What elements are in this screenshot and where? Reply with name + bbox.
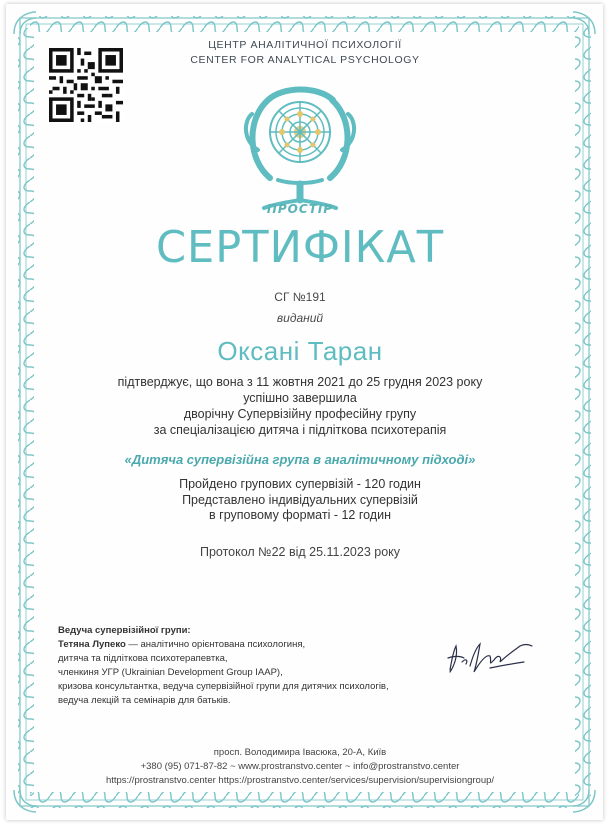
- leader-line: ведуча лекцій та семінарів для батьків.: [58, 695, 231, 706]
- organization-name: [160, 38, 450, 68]
- footer-contacts[interactable]: +380 (95) 071-87-82 ~ www.prostranstvo.center ~ info@prostranstvo.center: [140, 761, 460, 772]
- leader-first-line: [58, 638, 478, 652]
- leader-title: — аналітично орієнтована психологиня,: [125, 639, 306, 650]
- hours-line: Пройдено групових супервізій - 120 годин: [179, 477, 421, 491]
- group-leader-block: [58, 624, 478, 708]
- certificate-title: СЕРТИФІКАТ: [155, 222, 445, 273]
- organization-name-en: CENTER FOR ANALYTICAL PSYCHOLOGY: [190, 54, 420, 66]
- issued-label: виданий: [276, 311, 324, 325]
- leader-heading: Ведуча супервізійної групи:: [58, 625, 191, 636]
- leader-line: членкиня УГР (Ukrainian Development Group IAAP),: [58, 667, 283, 678]
- completion-text: [80, 374, 520, 438]
- protocol-line: Протокол №22 від 25.11.2023 року: [199, 545, 401, 559]
- completion-line: успішно завершила: [243, 391, 357, 405]
- completion-line: дворічну Супервізійну професійну групу: [183, 407, 417, 421]
- certificate-number: СГ №191: [274, 290, 326, 304]
- footer-address: просп. Володимира Івасюка, 20-А, Київ: [213, 747, 387, 758]
- recipient-name: Оксані Таран: [217, 336, 383, 366]
- organization-name-ua: ЦЕНТР АНАЛІТИЧНОЇ ПСИХОЛОГІЇ: [208, 39, 402, 51]
- signature-icon: [440, 632, 540, 680]
- program-title: «Дитяча супервізійна група в аналітичному підході»: [124, 452, 476, 467]
- footer: [80, 746, 520, 788]
- completion-line: за спеціалізацією дитяча і підліткова психотерапія: [153, 423, 447, 437]
- hours-line: Представлено індивідуальних супервізій: [182, 492, 418, 507]
- brand-name: ПРОСТІР: [266, 202, 334, 216]
- hours-text: [120, 477, 480, 524]
- footer-links[interactable]: https://prostranstvo.center https://prostranstvo.center/services/supervision/supervisiongroup/: [105, 775, 495, 786]
- leader-line: дитяча та підліткова психотерапевтка,: [58, 653, 228, 664]
- completion-line: підтверджує, що вона з 11 жовтня 2021 до 25 грудня 2023 року: [117, 375, 483, 389]
- leader-line: кризова консультантка, ведуча супервізійної групи для дитячих психологів,: [58, 681, 389, 692]
- leader-name: Тетяна Лупеко: [58, 639, 126, 650]
- hours-line: в груповому форматі - 12 годин: [209, 508, 391, 522]
- tree-mandala-logo-icon: [238, 80, 362, 220]
- qr-code-icon: [49, 48, 123, 122]
